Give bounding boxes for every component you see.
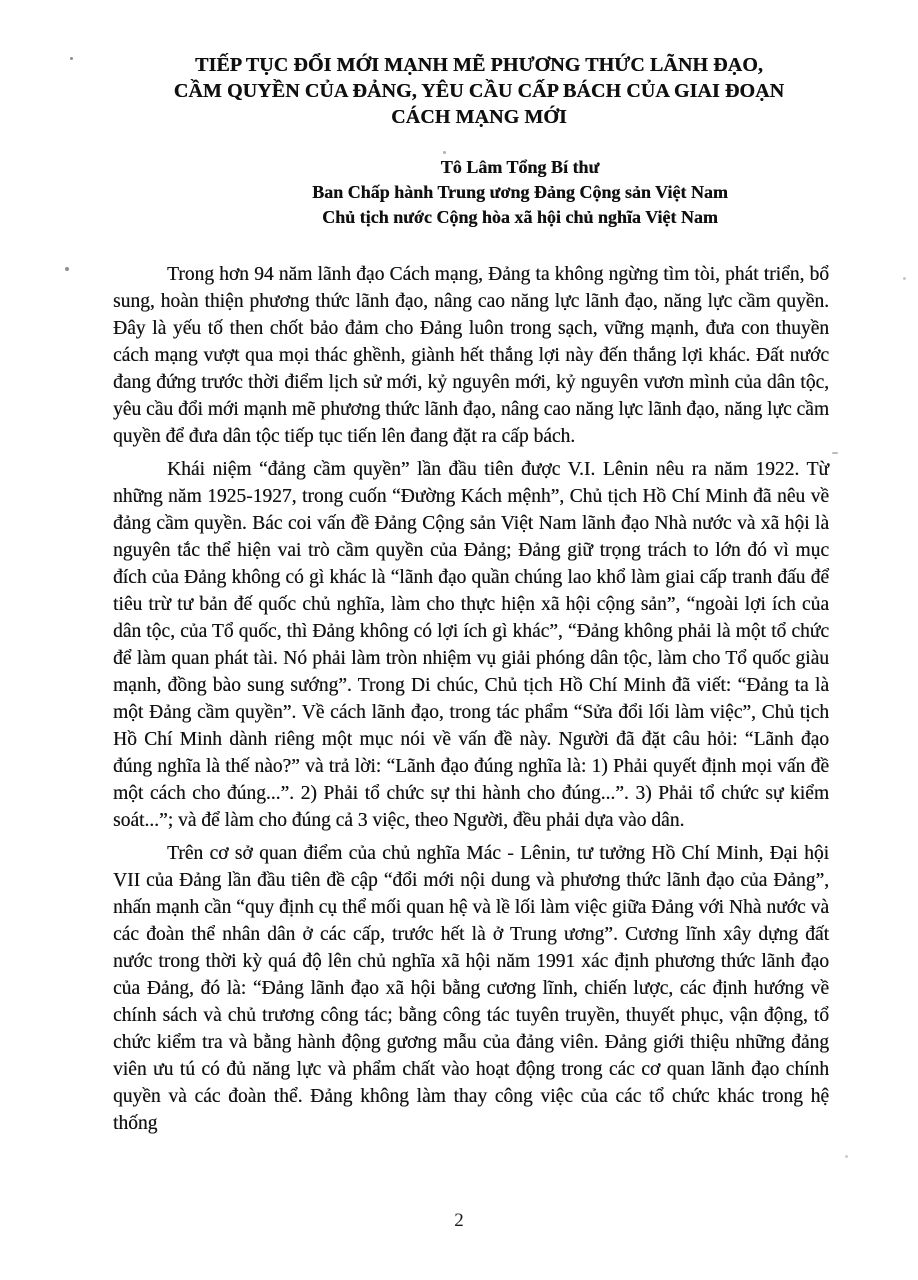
document-body <box>113 261 829 1137</box>
byline-role: Chủ tịch nước Cộng hòa xã hội chủ nghĩa Việt Nam <box>322 207 718 227</box>
byline-org: Ban Chấp hành Trung ương Đảng Cộng sản Việt Nam <box>312 182 728 202</box>
title-line-2: CẦM QUYỀN CỦA ĐẢNG, YÊU CẦU CẤP BÁCH CỦA GIAI ĐOẠN <box>173 80 785 102</box>
paragraph-1: Trong hơn 94 năm lãnh đạo Cách mạng, Đảng ta không ngừng tìm tòi, phát triển, bổ sung, hoàn thiện phương thức lãnh đạo, nâng cao năng lực lãnh đạo, năng lực cầm quyền. Đây là yếu tố then chốt bảo đảm cho Đảng luôn trong sạch, vững mạnh, đưa con thuyền cách mạng vượt qua mọi thác ghềnh, giành hết thắng lợi này đến thắng lợi khác. Đất nước đang đứng trước thời điểm lịch sử mới, kỷ nguyên mới, kỷ nguyên vươn mình của dân tộc, yêu cầu đổi mới mạnh mẽ phương thức lãnh đạo, nâng cao năng lực lãnh đạo, năng lực cầm quyền để đưa dân tộc tiếp tục tiến lên đang đặt ra cấp bách. <box>113 264 829 447</box>
page-number: 2 <box>454 1210 464 1231</box>
byline-author: Tô Lâm Tổng Bí thư <box>440 157 600 177</box>
title-line-3: CÁCH MẠNG MỚI <box>391 106 567 128</box>
scan-speck <box>832 452 838 454</box>
author-byline <box>162 155 878 230</box>
paragraph-2: Khái niệm “đảng cầm quyền” lần đầu tiên được V.I. Lênin nêu ra năm 1922. Từ những năm 1925-1927, trong cuốn “Đường Kách mệnh”, Chủ tịch Hồ Chí Minh đã nêu về đảng cầm quyền. Bác coi vấn đề Đảng Cộng sản Việt Nam lãnh đạo Nhà nước và xã hội là nguyên tắc thể hiện vai trò cầm quyền của Đảng; Đảng giữ trọng trách to lớn đó vì mục đích của Đảng không có gì khác là “lãnh đạo quần chúng lao khổ làm giai cấp tranh đấu để tiêu trừ tư bản đế quốc chủ nghĩa, làm cho thực hiện xã hội cộng sản”, “ngoài lợi ích của dân tộc, của Tổ quốc, thì Đảng không có lợi ích gì khác”, “Đảng không phải là một tổ chức để làm quan phát tài. Nó phải làm tròn nhiệm vụ giải phóng dân tộc, làm cho Tổ quốc giàu mạnh, đồng bào sung sướng”. Trong Di chúc, Chủ tịch Hồ Chí Minh đã viết: “Đảng ta là một Đảng cầm quyền”. Về cách lãnh đạo, trong tác phẩm “Sửa đổi lối làm việc”, Chủ tịch Hồ Chí Minh dành riêng một mục nói về vấn đề này. Người đã đặt câu hỏi: “Lãnh đạo đúng nghĩa là thế nào?” và trả lời: “Lãnh đạo đúng nghĩa là: 1) Phải quyết định mọi vấn đề một cách cho đúng...”. 2) Phải tổ chức sự thi hành cho đúng...”. 3) Phải tổ chức sự kiểm soát...”; và để làm cho đúng cả 3 việc, theo Người, đều phải dựa vào dân. <box>113 459 829 831</box>
paragraph-3: Trên cơ sở quan điểm của chủ nghĩa Mác - Lênin, tư tưởng Hồ Chí Minh, Đại hội VII của Đảng lần đầu tiên đề cập “đổi mới nội dung và phương thức lãnh đạo của Đảng”, nhấn mạnh cần “quy định cụ thể mối quan hệ và lề lối làm việc giữa Đảng với Nhà nước và các đoàn thể nhân dân ở các cấp, trước hết là ở Trung ương”. Cương lĩnh xây dựng đất nước trong thời kỳ quá độ lên chủ nghĩa xã hội năm 1991 xác định phương thức lãnh đạo của Đảng, đó là: “Đảng lãnh đạo xã hội bằng cương lĩnh, chiến lược, các định hướng về chính sách và chủ trương công tác; bằng công tác tuyên truyền, thuyết phục, vận động, tổ chức kiểm tra và bằng hành động gương mẫu của đảng viên. Đảng giới thiệu những đảng viên ưu tú có đủ năng lực và phẩm chất vào hoạt động trong các cơ quan lãnh đạo chính quyền và các đoàn thể. Đảng không làm thay công việc của các tổ chức khác trong hệ thống <box>113 843 829 1134</box>
title-line-1: TIẾP TỤC ĐỔI MỚI MẠNH MẼ PHƯƠNG THỨC LÃNH ĐẠO, <box>195 54 763 76</box>
scan-speck <box>443 151 446 154</box>
document-title <box>121 52 837 130</box>
scan-speck <box>845 1155 848 1158</box>
scan-speck <box>70 57 73 60</box>
scan-speck <box>65 267 69 271</box>
scan-speck <box>903 277 906 280</box>
